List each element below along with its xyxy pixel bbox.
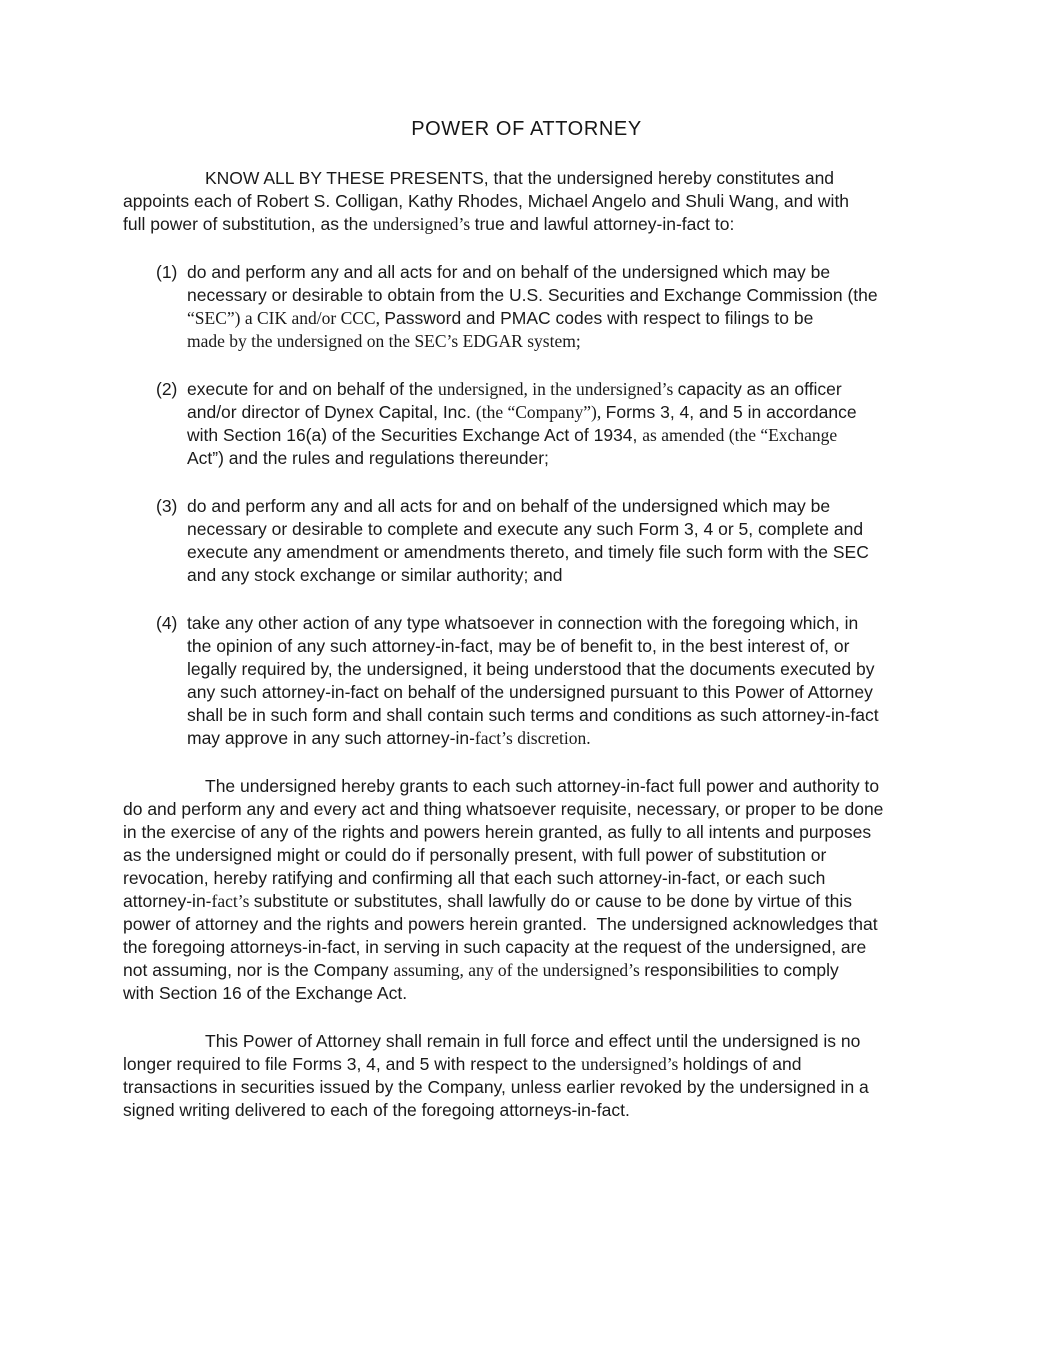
text-line [123,867,930,890]
text-run: substitute or substitutes, shall lawfully do or cause to be done by virtue of this [253,891,853,911]
list-item [123,378,930,470]
text-run: any such attorney-in-fact on behalf of the undersigned pursuant to this Power of Attorney [187,682,873,702]
text-line [187,495,930,518]
list-item [123,612,930,750]
document-title: POWER OF ATTORNEY [411,118,642,140]
text-line [123,1053,930,1076]
text-run: take any other action of any type whatsoever in connection with the foregoing which, in [187,613,859,633]
text-run: necessary or desirable to complete and execute any such Form 3, 4 or 5, complete and [187,519,864,539]
text-run: capacity as an officer [677,379,842,399]
text-run: power of attorney and the rights and powers herein granted. The undersigned acknowledges that [123,914,878,934]
serif-text-run: undersigned’s [373,214,475,234]
serif-text-run: fact’s [211,891,254,911]
text-line [187,284,930,307]
text-line [123,936,930,959]
text-run: Forms 3, 4, and 5 in accordance [605,402,857,422]
text-line [187,401,930,424]
text-line [123,213,930,236]
text-line [187,307,930,330]
text-run: signed writing delivered to each of the foregoing attorneys-in-fact. [123,1100,630,1120]
serif-text-run: fact’s discretion. [474,728,591,748]
text-line [123,844,930,867]
document-body [123,167,930,1122]
text-run: Act”) and the rules and regulations thereunder; [187,448,549,468]
serif-text-run: made by the undersigned on the SEC’s EDGAR system; [187,331,581,351]
text-line [187,635,930,658]
serif-text-run: undersigned’s [581,1054,683,1074]
text-run: and/or director of Dynex Capital, Inc. [187,402,476,422]
text-line [123,959,930,982]
text-line [123,982,930,1005]
text-line [187,681,930,704]
text-line [187,424,930,447]
serif-text-run: as amended (the “Exchange [642,425,838,445]
text-line [187,330,930,353]
text-run: do and perform any and all acts for and on behalf of the undersigned which may be [187,262,831,282]
text-run: revocation, hereby ratifying and confirming all that each such attorney-in-fact, or each such [123,868,826,888]
text-run: true and lawful attorney-in-fact to: [474,214,735,234]
text-run: with Section 16(a) of the Securities Exchange Act of 1934, [187,425,643,445]
text-line [123,890,930,913]
text-run: execute any amendment or amendments thereto, and timely file such form with the SEC [187,542,869,562]
text-run: full power of substitution, as the [123,214,373,234]
paragraph [123,1030,930,1122]
text-run: longer required to file Forms 3, 4, and 5 with respect to the [123,1054,582,1074]
text-run: do and perform any and every act and thing whatsoever requisite, necessary, or proper to be done [123,799,884,819]
text-line [123,913,930,936]
text-run: with Section 16 of the Exchange Act. [123,983,408,1003]
text-run: shall be in such form and shall contain such terms and conditions as such attorney-in-fact [187,705,879,725]
text-run: This Power of Attorney shall remain in full force and effect until the undersigned is no [205,1031,861,1051]
list-number: (4) [156,613,178,633]
text-line [123,167,930,190]
text-run: and any stock exchange or similar authority; and [187,565,563,585]
text-line [187,564,930,587]
text-line [187,658,930,681]
text-run: in the exercise of any of the rights and powers herein granted, as fully to all intents and purposes [123,822,872,842]
paragraph [123,775,930,1005]
serif-text-run: “SEC”) a CIK and/or CCC, [187,308,385,328]
text-line [187,518,930,541]
text-line [187,612,930,635]
text-run: holdings of and [682,1054,802,1074]
text-run: transactions in securities issued by the Company, unless earlier revoked by the undersigned in a [123,1077,869,1097]
text-run: execute for and on behalf of the [187,379,439,399]
list-number: (3) [156,496,178,516]
text-line [123,775,930,798]
text-line [123,798,930,821]
text-run: The undersigned hereby grants to each such attorney-in-fact full power and authority to [205,776,880,796]
list-item [123,495,930,587]
text-line [123,1076,930,1099]
list-item [123,261,930,353]
serif-text-run: (the “Company”), [475,402,606,422]
text-run: responsibilities to comply [644,960,839,980]
text-run: not assuming, nor is the Company [123,960,394,980]
text-run: as the undersigned might or could do if personally present, with full power of substitution or [123,845,827,865]
serif-text-run: undersigned, in the undersigned’s [438,379,678,399]
list-number: (1) [156,262,178,282]
text-line [123,821,930,844]
text-run: do and perform any and all acts for and on behalf of the undersigned which may be [187,496,831,516]
text-run: KNOW ALL BY THESE PRESENTS, that the undersigned hereby constitutes and [205,168,835,188]
serif-text-run: assuming, any of the undersigned’s [393,960,645,980]
text-run: necessary or desirable to obtain from the U.S. Securities and Exchange Commission (the [187,285,878,305]
text-line [123,1099,930,1122]
paragraph [123,167,930,236]
text-line [187,378,930,401]
text-line [187,447,930,470]
text-run: legally required by, the undersigned, it being understood that the documents executed by [187,659,875,679]
text-run: attorney-in- [123,891,212,911]
text-line [187,704,930,727]
text-line [187,541,930,564]
text-run: appoints each of Robert S. Colligan, Kathy Rhodes, Michael Angelo and Shuli Wang, and with [123,191,850,211]
text-run: the opinion of any such attorney-in-fact, may be of benefit to, in the best interest of, or [187,636,850,656]
text-run: may approve in any such attorney-in- [187,728,475,748]
text-line [187,727,930,750]
text-line [123,1030,930,1053]
text-line [187,261,930,284]
text-run: the foregoing attorneys-in-fact, in serving in such capacity at the request of the undersigned, are [123,937,867,957]
list-number: (2) [156,379,178,399]
text-line [123,190,930,213]
text-run: Password and PMAC codes with respect to filings to be [384,308,814,328]
